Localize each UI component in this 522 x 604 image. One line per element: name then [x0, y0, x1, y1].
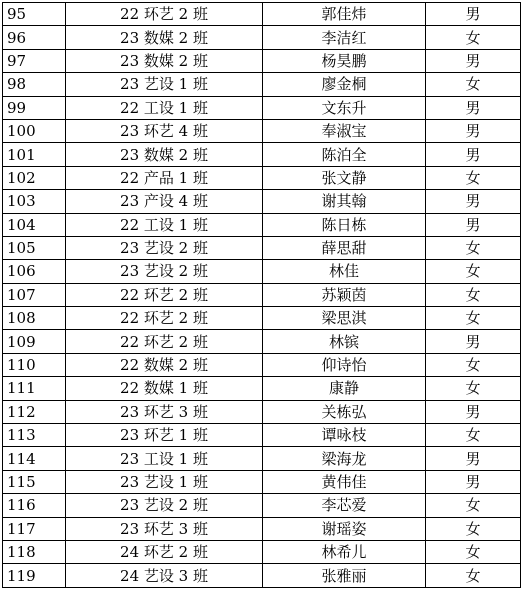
table-row — [3, 470, 521, 493]
class-cell: 22 环艺 2 班 — [66, 330, 263, 353]
gender-cell: 女 — [426, 494, 521, 517]
student-name-cell: 奉淑宝 — [263, 119, 426, 142]
student-name-cell: 李芯爱 — [263, 494, 426, 517]
table-row — [3, 377, 521, 400]
gender-cell: 女 — [426, 26, 521, 49]
student-name-cell: 廖金桐 — [263, 73, 426, 96]
student-name-cell: 薛思甜 — [263, 236, 426, 259]
table-row — [3, 119, 521, 142]
row-number-cell: 107 — [3, 283, 66, 306]
student-name-cell: 黄伟佳 — [263, 470, 426, 493]
row-number-cell: 100 — [3, 119, 66, 142]
row-number-cell: 103 — [3, 190, 66, 213]
class-cell: 23 艺设 2 班 — [66, 236, 263, 259]
table-row — [3, 307, 521, 330]
row-number-cell: 101 — [3, 143, 66, 166]
class-cell: 23 工设 1 班 — [66, 447, 263, 470]
table-row — [3, 283, 521, 306]
class-cell: 23 数媒 2 班 — [66, 143, 263, 166]
class-cell: 22 产品 1 班 — [66, 166, 263, 189]
table-row — [3, 353, 521, 376]
table-row — [3, 73, 521, 96]
class-cell: 23 艺设 2 班 — [66, 494, 263, 517]
student-roster-table — [2, 2, 521, 588]
student-name-cell: 林佳 — [263, 260, 426, 283]
class-cell: 22 环艺 2 班 — [66, 283, 263, 306]
student-name-cell: 文东升 — [263, 96, 426, 119]
class-cell: 24 环艺 2 班 — [66, 540, 263, 563]
row-number-cell: 119 — [3, 564, 66, 587]
student-name-cell: 张文静 — [263, 166, 426, 189]
class-cell: 22 工设 1 班 — [66, 96, 263, 119]
row-number-cell: 115 — [3, 470, 66, 493]
row-number-cell: 112 — [3, 400, 66, 423]
student-name-cell: 关栋弘 — [263, 400, 426, 423]
gender-cell: 女 — [426, 73, 521, 96]
gender-cell: 男 — [426, 3, 521, 26]
table-row — [3, 447, 521, 470]
gender-cell: 女 — [426, 540, 521, 563]
gender-cell: 男 — [426, 213, 521, 236]
student-name-cell: 梁海龙 — [263, 447, 426, 470]
table-row — [3, 330, 521, 353]
gender-cell: 男 — [426, 49, 521, 72]
row-number-cell: 116 — [3, 494, 66, 517]
table-row — [3, 424, 521, 447]
class-cell: 23 环艺 4 班 — [66, 119, 263, 142]
row-number-cell: 110 — [3, 353, 66, 376]
gender-cell: 男 — [426, 143, 521, 166]
student-name-cell: 张雅丽 — [263, 564, 426, 587]
row-number-cell: 105 — [3, 236, 66, 259]
row-number-cell: 117 — [3, 517, 66, 540]
gender-cell: 女 — [426, 236, 521, 259]
class-cell: 22 工设 1 班 — [66, 213, 263, 236]
gender-cell: 男 — [426, 96, 521, 119]
class-cell: 23 环艺 3 班 — [66, 400, 263, 423]
row-number-cell: 111 — [3, 377, 66, 400]
student-name-cell: 陈泊全 — [263, 143, 426, 166]
table-row — [3, 166, 521, 189]
student-name-cell: 谢其翰 — [263, 190, 426, 213]
class-cell: 22 环艺 2 班 — [66, 307, 263, 330]
class-cell: 24 艺设 3 班 — [66, 564, 263, 587]
row-number-cell: 99 — [3, 96, 66, 119]
gender-cell: 女 — [426, 353, 521, 376]
gender-cell: 男 — [426, 119, 521, 142]
student-name-cell: 仰诗怡 — [263, 353, 426, 376]
table-row — [3, 517, 521, 540]
student-name-cell: 康静 — [263, 377, 426, 400]
row-number-cell: 113 — [3, 424, 66, 447]
table-row — [3, 564, 521, 587]
gender-cell: 女 — [426, 260, 521, 283]
row-number-cell: 96 — [3, 26, 66, 49]
gender-cell: 女 — [426, 377, 521, 400]
row-number-cell: 114 — [3, 447, 66, 470]
gender-cell: 男 — [426, 190, 521, 213]
row-number-cell: 102 — [3, 166, 66, 189]
table-row — [3, 236, 521, 259]
row-number-cell: 109 — [3, 330, 66, 353]
row-number-cell: 104 — [3, 213, 66, 236]
table-row — [3, 260, 521, 283]
student-name-cell: 林希儿 — [263, 540, 426, 563]
table-row — [3, 143, 521, 166]
table-row — [3, 49, 521, 72]
student-name-cell: 谢瑶姿 — [263, 517, 426, 540]
student-name-cell: 陈日栋 — [263, 213, 426, 236]
class-cell: 23 环艺 3 班 — [66, 517, 263, 540]
gender-cell: 女 — [426, 424, 521, 447]
gender-cell: 女 — [426, 283, 521, 306]
gender-cell: 女 — [426, 517, 521, 540]
row-number-cell: 106 — [3, 260, 66, 283]
row-number-cell: 98 — [3, 73, 66, 96]
student-name-cell: 李洁红 — [263, 26, 426, 49]
class-cell: 23 环艺 1 班 — [66, 424, 263, 447]
table-row — [3, 400, 521, 423]
class-cell: 23 艺设 1 班 — [66, 470, 263, 493]
gender-cell: 女 — [426, 307, 521, 330]
roster-table-body — [3, 3, 521, 588]
class-cell: 23 艺设 1 班 — [66, 73, 263, 96]
row-number-cell: 118 — [3, 540, 66, 563]
table-row — [3, 26, 521, 49]
row-number-cell: 108 — [3, 307, 66, 330]
gender-cell: 男 — [426, 330, 521, 353]
table-row — [3, 213, 521, 236]
student-name-cell: 杨昊鹏 — [263, 49, 426, 72]
table-row — [3, 96, 521, 119]
class-cell: 23 产设 4 班 — [66, 190, 263, 213]
row-number-cell: 95 — [3, 3, 66, 26]
class-cell: 23 数媒 2 班 — [66, 49, 263, 72]
class-cell: 22 数媒 2 班 — [66, 353, 263, 376]
student-name-cell: 梁思淇 — [263, 307, 426, 330]
class-cell: 23 数媒 2 班 — [66, 26, 263, 49]
student-name-cell: 谭咏枝 — [263, 424, 426, 447]
student-name-cell: 苏颖茵 — [263, 283, 426, 306]
gender-cell: 男 — [426, 447, 521, 470]
student-name-cell: 郭佳炜 — [263, 3, 426, 26]
table-row — [3, 540, 521, 563]
gender-cell: 男 — [426, 470, 521, 493]
class-cell: 22 环艺 2 班 — [66, 3, 263, 26]
class-cell: 23 艺设 2 班 — [66, 260, 263, 283]
table-row — [3, 190, 521, 213]
gender-cell: 女 — [426, 166, 521, 189]
table-row — [3, 494, 521, 517]
gender-cell: 男 — [426, 400, 521, 423]
student-name-cell: 林镔 — [263, 330, 426, 353]
row-number-cell: 97 — [3, 49, 66, 72]
class-cell: 22 数媒 1 班 — [66, 377, 263, 400]
gender-cell: 女 — [426, 564, 521, 587]
table-row — [3, 3, 521, 26]
